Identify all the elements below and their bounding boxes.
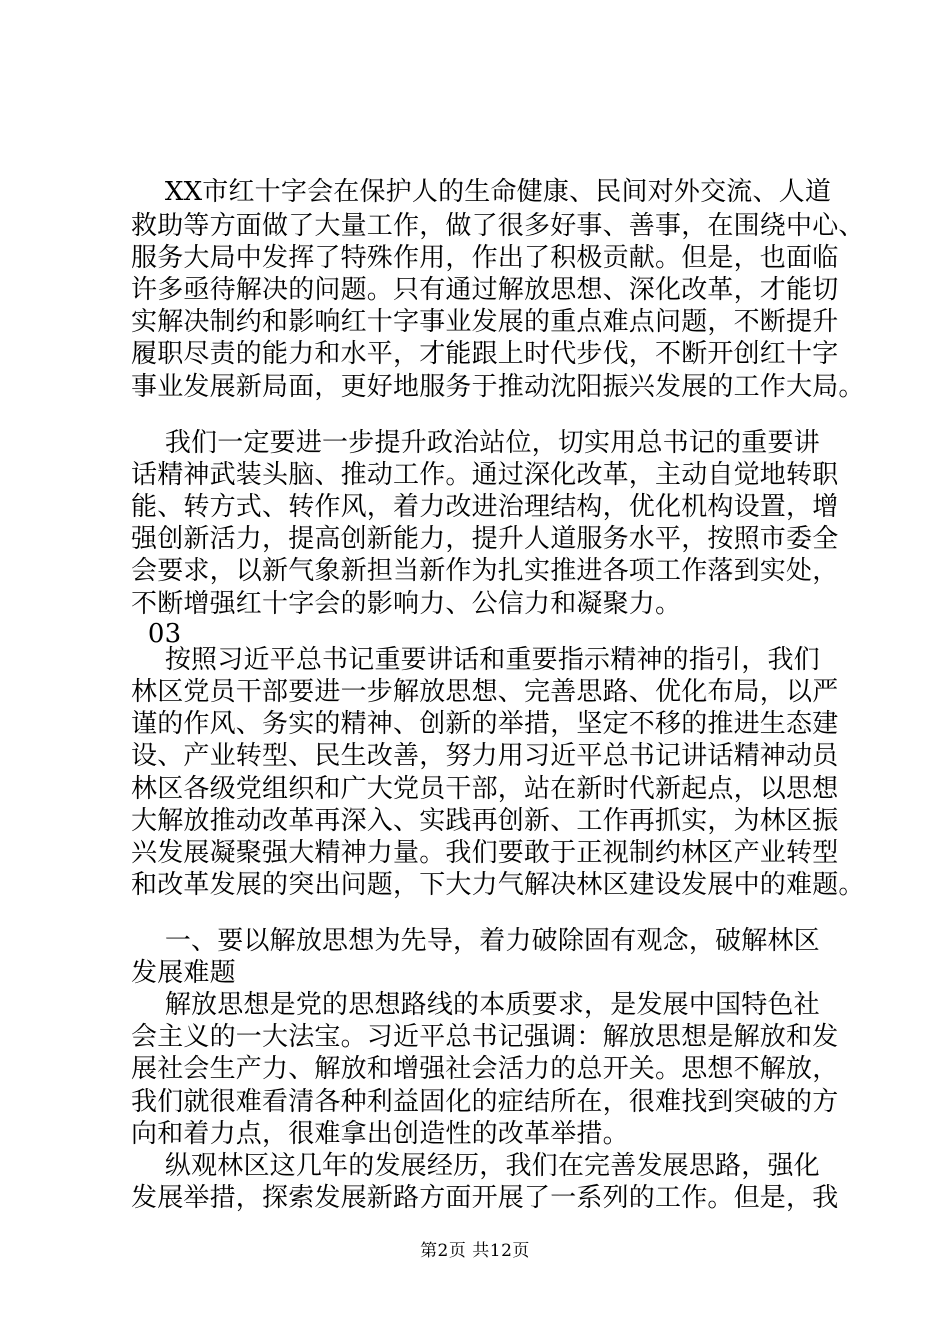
- page-footer: 第2页 共12页: [420, 1241, 530, 1261]
- text-line: 事业发展新局面，更好地服务于推动沈阳振兴发展的工作大局。: [131, 372, 865, 402]
- text-line: 向和着力点，很难拿出创造性的改革举措。: [131, 1119, 629, 1149]
- text-line: 和改革发展的突出问题，下大力气解决林区建设发展中的难题。: [131, 870, 865, 900]
- section-heading: 一、要以解放思想为先导，着力破除固有观念，破解林区: [131, 926, 820, 956]
- text-line: 会主义的一大法宝。习近平总书记强调：解放思想是解放和发: [131, 1022, 839, 1052]
- text-line: 履职尽责的能力和水平，才能跟上时代步伐，不断开创红十字: [131, 339, 839, 369]
- text-line: 按照习近平总书记重要讲话和重要指示精神的指引，我们: [131, 645, 820, 675]
- text-line: 林区党员干部要进一步解放思想、完善思路、优化布局，以严: [131, 677, 839, 707]
- text-line: 兴发展凝聚强大精神力量。我们要敢于正视制约林区产业转型: [131, 838, 839, 868]
- text-line: 纵观林区这几年的发展经历，我们在完善发展思路，强化: [131, 1151, 820, 1181]
- text-line: 服务大局中发挥了特殊作用，作出了积极贡献。但是，也面临: [131, 243, 839, 273]
- text-line: 设、产业转型、民生改善，努力用习近平总书记讲话精神动员: [131, 741, 839, 771]
- text-line: 许多亟待解决的问题。只有通过解放思想、深化改革，才能切: [131, 275, 839, 305]
- text-line: 发展举措，探索发展新路方面开展了一系列的工作。但是，我: [131, 1183, 839, 1213]
- text-line: 展社会生产力、解放和增强社会活力的总开关。思想不解放，: [131, 1054, 839, 1084]
- text-line: 谨的作风、务实的精神、创新的举措，坚定不移的推进生态建: [131, 709, 839, 739]
- text-line: XX市红十字会在保护人的生命健康、民间对外交流、人道: [131, 177, 832, 207]
- text-line: 大解放推动改革再深入、实践再创新、工作再抓实，为林区振: [131, 806, 839, 836]
- text-line: 我们就很难看清各种利益固化的症结所在，很难找到突破的方: [131, 1087, 839, 1117]
- section-number: 03: [131, 619, 182, 649]
- text-line: 解放思想是党的思想路线的本质要求，是发展中国特色社: [131, 990, 820, 1020]
- text-line: 实解决制约和影响红十字事业发展的重点难点问题，不断提升: [131, 307, 839, 337]
- text-line: 强创新活力，提高创新能力，提升人道服务水平，按照市委全: [131, 524, 839, 554]
- text-line: 能、转方式、转作风，着力改进治理结构，优化机构设置，增: [131, 492, 839, 522]
- section-heading: 发展难题: [131, 958, 236, 988]
- text-line: 会要求，以新气象新担当新作为扎实推进各项工作落到实处，: [131, 556, 839, 586]
- text-line: 我们一定要进一步提升政治站位，切实用总书记的重要讲: [131, 428, 820, 458]
- text-line: 林区各级党组织和广大党员干部，站在新时代新起点，以思想: [131, 774, 839, 804]
- text-line: 救助等方面做了大量工作，做了很多好事、善事，在围绕中心、: [131, 211, 865, 241]
- text-line: 话精神武装头脑、推动工作。通过深化改革，主动自觉地转职: [131, 460, 839, 490]
- text-line: 不断增强红十字会的影响力、公信力和凝聚力。: [131, 589, 682, 619]
